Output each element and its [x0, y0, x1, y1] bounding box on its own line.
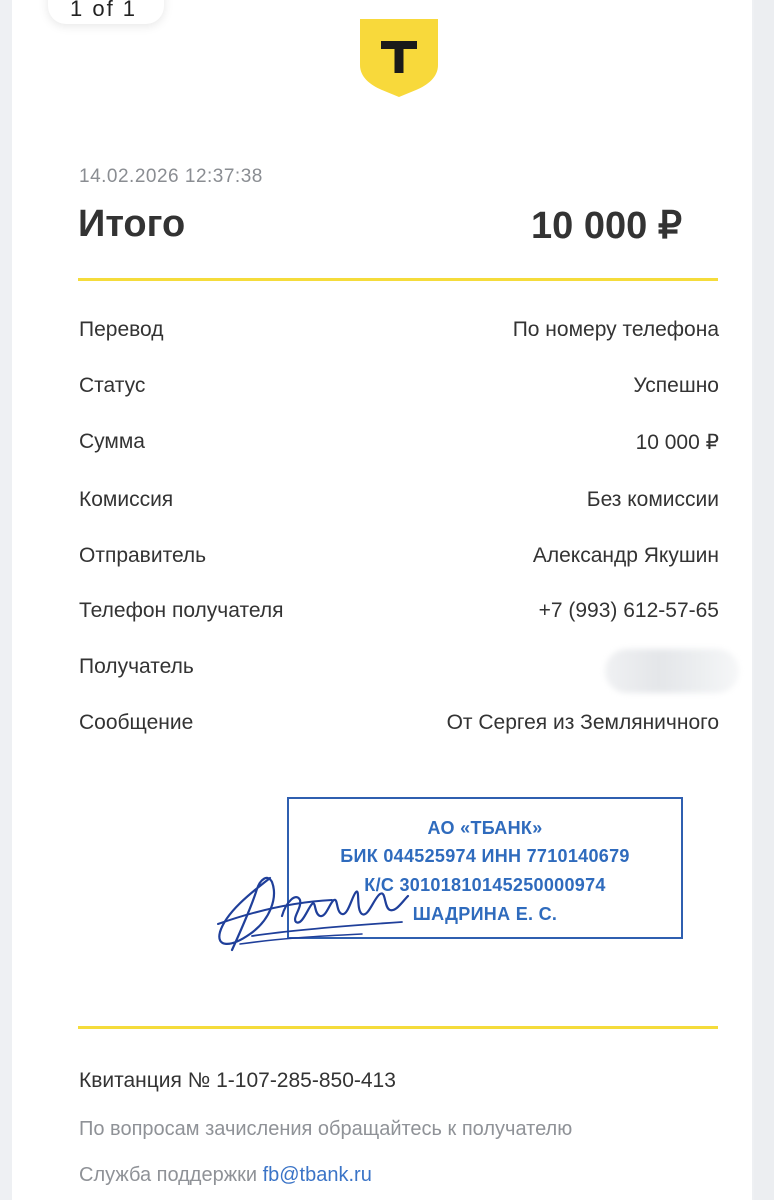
detail-value: Александр Якушин	[532, 544, 719, 567]
page-background	[754, 0, 774, 1200]
stamp-bank-name: АО «ТБАНК»	[427, 818, 543, 838]
stamp-bik-inn: БИК 044525974 ИНН 7710140679	[340, 846, 630, 866]
detail-label: Перевод	[79, 318, 164, 341]
support-label: Служба поддержки	[79, 1164, 263, 1186]
detail-label: Отправитель	[79, 544, 207, 567]
detail-label: Сообщение	[79, 711, 194, 734]
transaction-datetime: 14.02.2026 12:37:38	[79, 166, 263, 187]
detail-row-transfer	[79, 318, 719, 348]
detail-value: Без комиссии	[586, 488, 719, 511]
footer-note: По вопросам зачисления обращайтесь к получателю	[79, 1118, 573, 1140]
detail-value: От Сергея из Земляничного	[446, 711, 719, 734]
detail-value: +7 (993) 612-57-65	[538, 599, 719, 622]
receipt	[12, 0, 752, 1200]
stamp-signatory: ШАДРИНА Е. С.	[412, 904, 558, 924]
page-indicator-label: 1 of 1	[70, 0, 138, 21]
detail-label: Статус	[79, 374, 146, 397]
handwritten-signature	[212, 852, 422, 962]
detail-row-commission	[79, 488, 719, 518]
detail-value: Успешно	[633, 374, 719, 397]
detail-row-sender	[79, 544, 719, 574]
detail-value: 10 000 ₽	[635, 431, 719, 454]
detail-label: Комиссия	[79, 488, 174, 511]
detail-label: Получатель	[79, 655, 194, 678]
total-amount: 10 000 ₽	[531, 205, 682, 247]
detail-row-message	[79, 711, 719, 741]
tbank-logo-icon	[360, 19, 438, 97]
detail-row-status	[79, 374, 719, 404]
detail-row-recipient	[79, 655, 719, 685]
page-indicator-chip[interactable]	[48, 0, 164, 24]
redacted-recipient-name	[605, 649, 739, 693]
divider-bottom	[78, 1026, 718, 1029]
detail-value: По номеру телефона	[512, 318, 719, 341]
support-email-link[interactable]: fb@tbank.ru	[262, 1164, 372, 1186]
detail-row-recipient-phone	[79, 599, 719, 629]
detail-row-amount	[79, 430, 719, 460]
detail-label: Сумма	[79, 430, 145, 453]
stamp-correspondent-account: К/С 30101810145250000974	[364, 875, 606, 895]
receipt-number: Квитанция № 1-107-285-850-413	[79, 1069, 396, 1092]
divider-top	[78, 278, 718, 281]
detail-label: Телефон получателя	[79, 599, 284, 622]
total-label: Итого	[78, 203, 186, 245]
support-line	[79, 1164, 372, 1187]
